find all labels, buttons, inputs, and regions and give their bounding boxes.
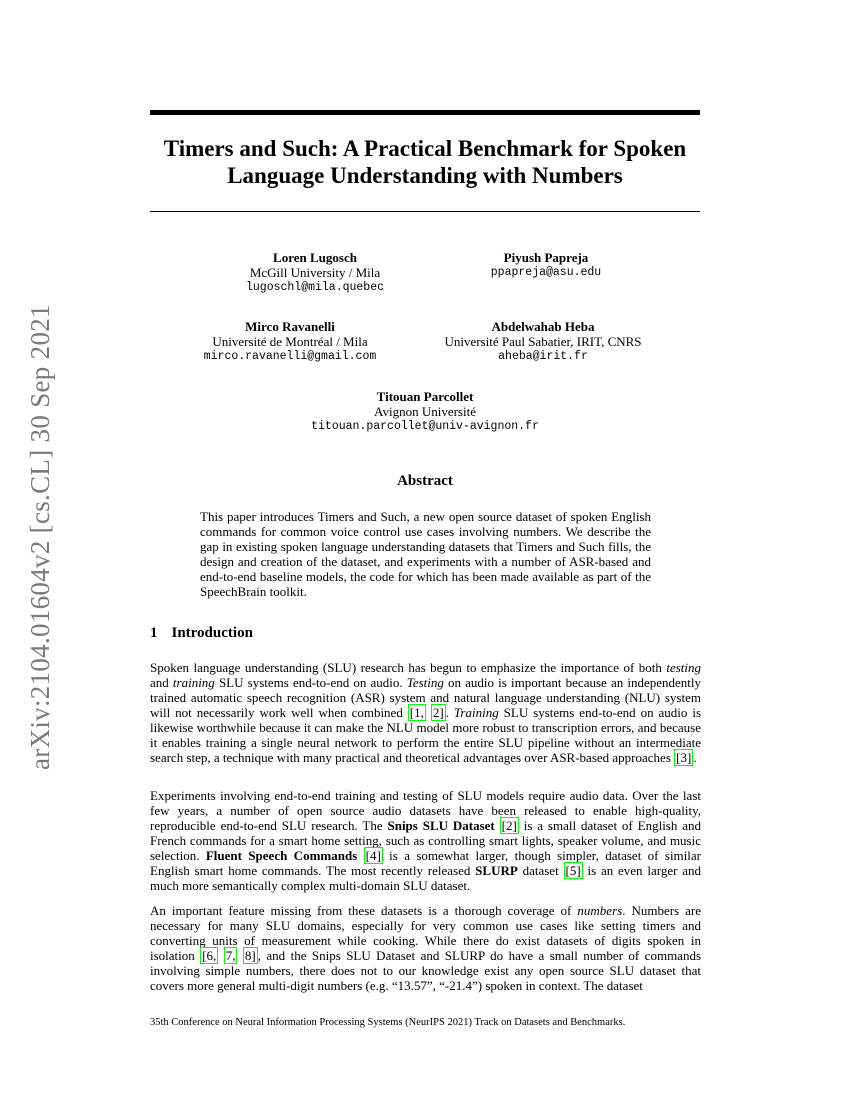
author-affiliation: Université Paul Sabatier, IRIT, CNRS [444,334,642,349]
title-top-rule [150,110,700,115]
citation-link[interactable]: [1, [409,705,424,720]
text-run: An important feature missing from these datasets is a thorough coverage of [150,903,578,918]
text-run: is an even larger and much more semantically complex multi-domain SLU dataset. [150,863,702,893]
author-affiliation: Université de Montréal / Mila [212,334,368,349]
abstract-text: This paper introduces Timers and Such, a new open source dataset of spoken English commands for common voice control use cases involving numbers. We describe the gap in existing spoken language understanding datasets that Timers and Such fills, the design and creation of the dataset, and experiments with a number of ASR-based and end-to-end baseline models, the code for which has been made available as part of the SpeechBrain toolkit. [200,509,651,599]
citation-link[interactable]: 2] [432,705,444,720]
title-bottom-rule [150,211,700,212]
arxiv-identifier: arXiv:2104.01604v2 [cs.CL] 30 Sep 2021 [25,304,55,770]
bold-term: Fluent Speech Commands [205,848,358,863]
paragraph [150,660,701,765]
author-block [396,250,696,280]
citation-link[interactable]: [6, [202,948,217,963]
author-name: Loren Lugosch [273,250,357,265]
title-line-1: Timers and Such: A Practical Benchmark for Spoken [163,136,687,161]
author-name: Mirco Ravanelli [245,319,335,334]
paragraph [150,788,701,893]
author-email[interactable]: aheba@irit.fr [498,350,588,363]
text-run: . [693,750,697,765]
section-heading [150,625,253,642]
emphasis: Testing [406,675,444,690]
emphasis: numbers [577,903,623,918]
text-run: SLU systems end-to-end on audio is likewise worthwhile because it can make the NLU model more robust to transcription errors, and because it enables training a single neural network to perform the entire SLU pipeline without an intermediate search step, a technique with many practical and theoretical advantages over ASR-based approaches [150,705,702,765]
text-run: . Numbers are necessary for many SLU domains, especially for very common use cases like setting timers and converting units of measurement while cooking. While there do exist datasets of digits spoken in isolation [150,903,701,963]
author-email[interactable]: ppapreja@asu.edu [490,266,602,279]
section-title: Introduction [171,625,253,641]
author-name: Abdelwahab Heba [491,319,595,334]
author-name: Piyush Papreja [503,250,589,265]
text-run: Spoken language understanding (SLU) research has begun to emphasize the importance of both [150,660,667,675]
bold-term: Snips SLU Dataset [387,818,495,833]
citation-link[interactable]: [4] [365,848,381,863]
citation-link[interactable]: 7, [225,948,236,963]
author-block [393,319,693,364]
author-block [275,389,575,434]
text-run: . [445,705,454,720]
text-run: is a small dataset of English and French commands for a smart home setting, such as controlling smart lights, speaker volume, and music selection. [150,818,702,863]
text-run: on audio is important because an independently trained automatic speech recognition (ASR) system and natural language understanding (NLU) system will not necessarily work well when combined [150,675,701,720]
citation-link[interactable]: [2] [501,818,517,833]
emphasis: Training [453,705,499,720]
bold-term: SLURP [475,863,518,878]
paragraph [150,903,701,993]
abstract-heading: Abstract [397,473,453,489]
paper-title [150,135,700,189]
author-name: Titouan Parcollet [376,389,474,404]
emphasis: testing [666,660,701,675]
text-run: dataset [517,863,564,878]
emphasis: training [172,675,215,690]
text-run: SLU systems end-to-end on audio. [214,675,407,690]
citation-link[interactable]: 8] [244,948,256,963]
citation-link[interactable]: [3] [676,750,692,765]
text-run: , and the Snips SLU Dataset and SLURP do have a small number of commands involving simple numbers, there does not to our knowledge exist any open source SLU dataset that covers more general multi-digit numbers (e.g. “13.57”, “-21.4”) spoken in context. The dataset [150,948,702,993]
text-run: Experiments involving end-to-end training and testing of SLU models require audio data. Over the last few years, a number of open source audio datasets have been released to enable high-quality, reproducible end-to-end SLU research. The [150,788,701,833]
author-email[interactable]: lugoschl@mila.quebec [245,281,385,294]
citation-link[interactable]: [5] [565,863,581,878]
title-line-2: Language Understanding with Numbers [227,163,623,188]
author-email[interactable]: titouan.parcollet@univ-avignon.fr [311,420,539,433]
author-affiliation: Avignon Université [374,404,476,419]
section-number: 1 [150,625,158,641]
author-email[interactable]: mirco.ravanelli@gmail.com [203,350,377,363]
conference-footnote: 35th Conference on Neural Information Processing Systems (NeurIPS 2021) Track on Datasets and Benchmarks. [150,1017,626,1028]
text-run: and [150,675,173,690]
author-affiliation: McGill University / Mila [249,265,381,280]
text-run: is a somewhat larger, though simpler, dataset of similar English smart home commands. The most recently released [150,848,701,878]
